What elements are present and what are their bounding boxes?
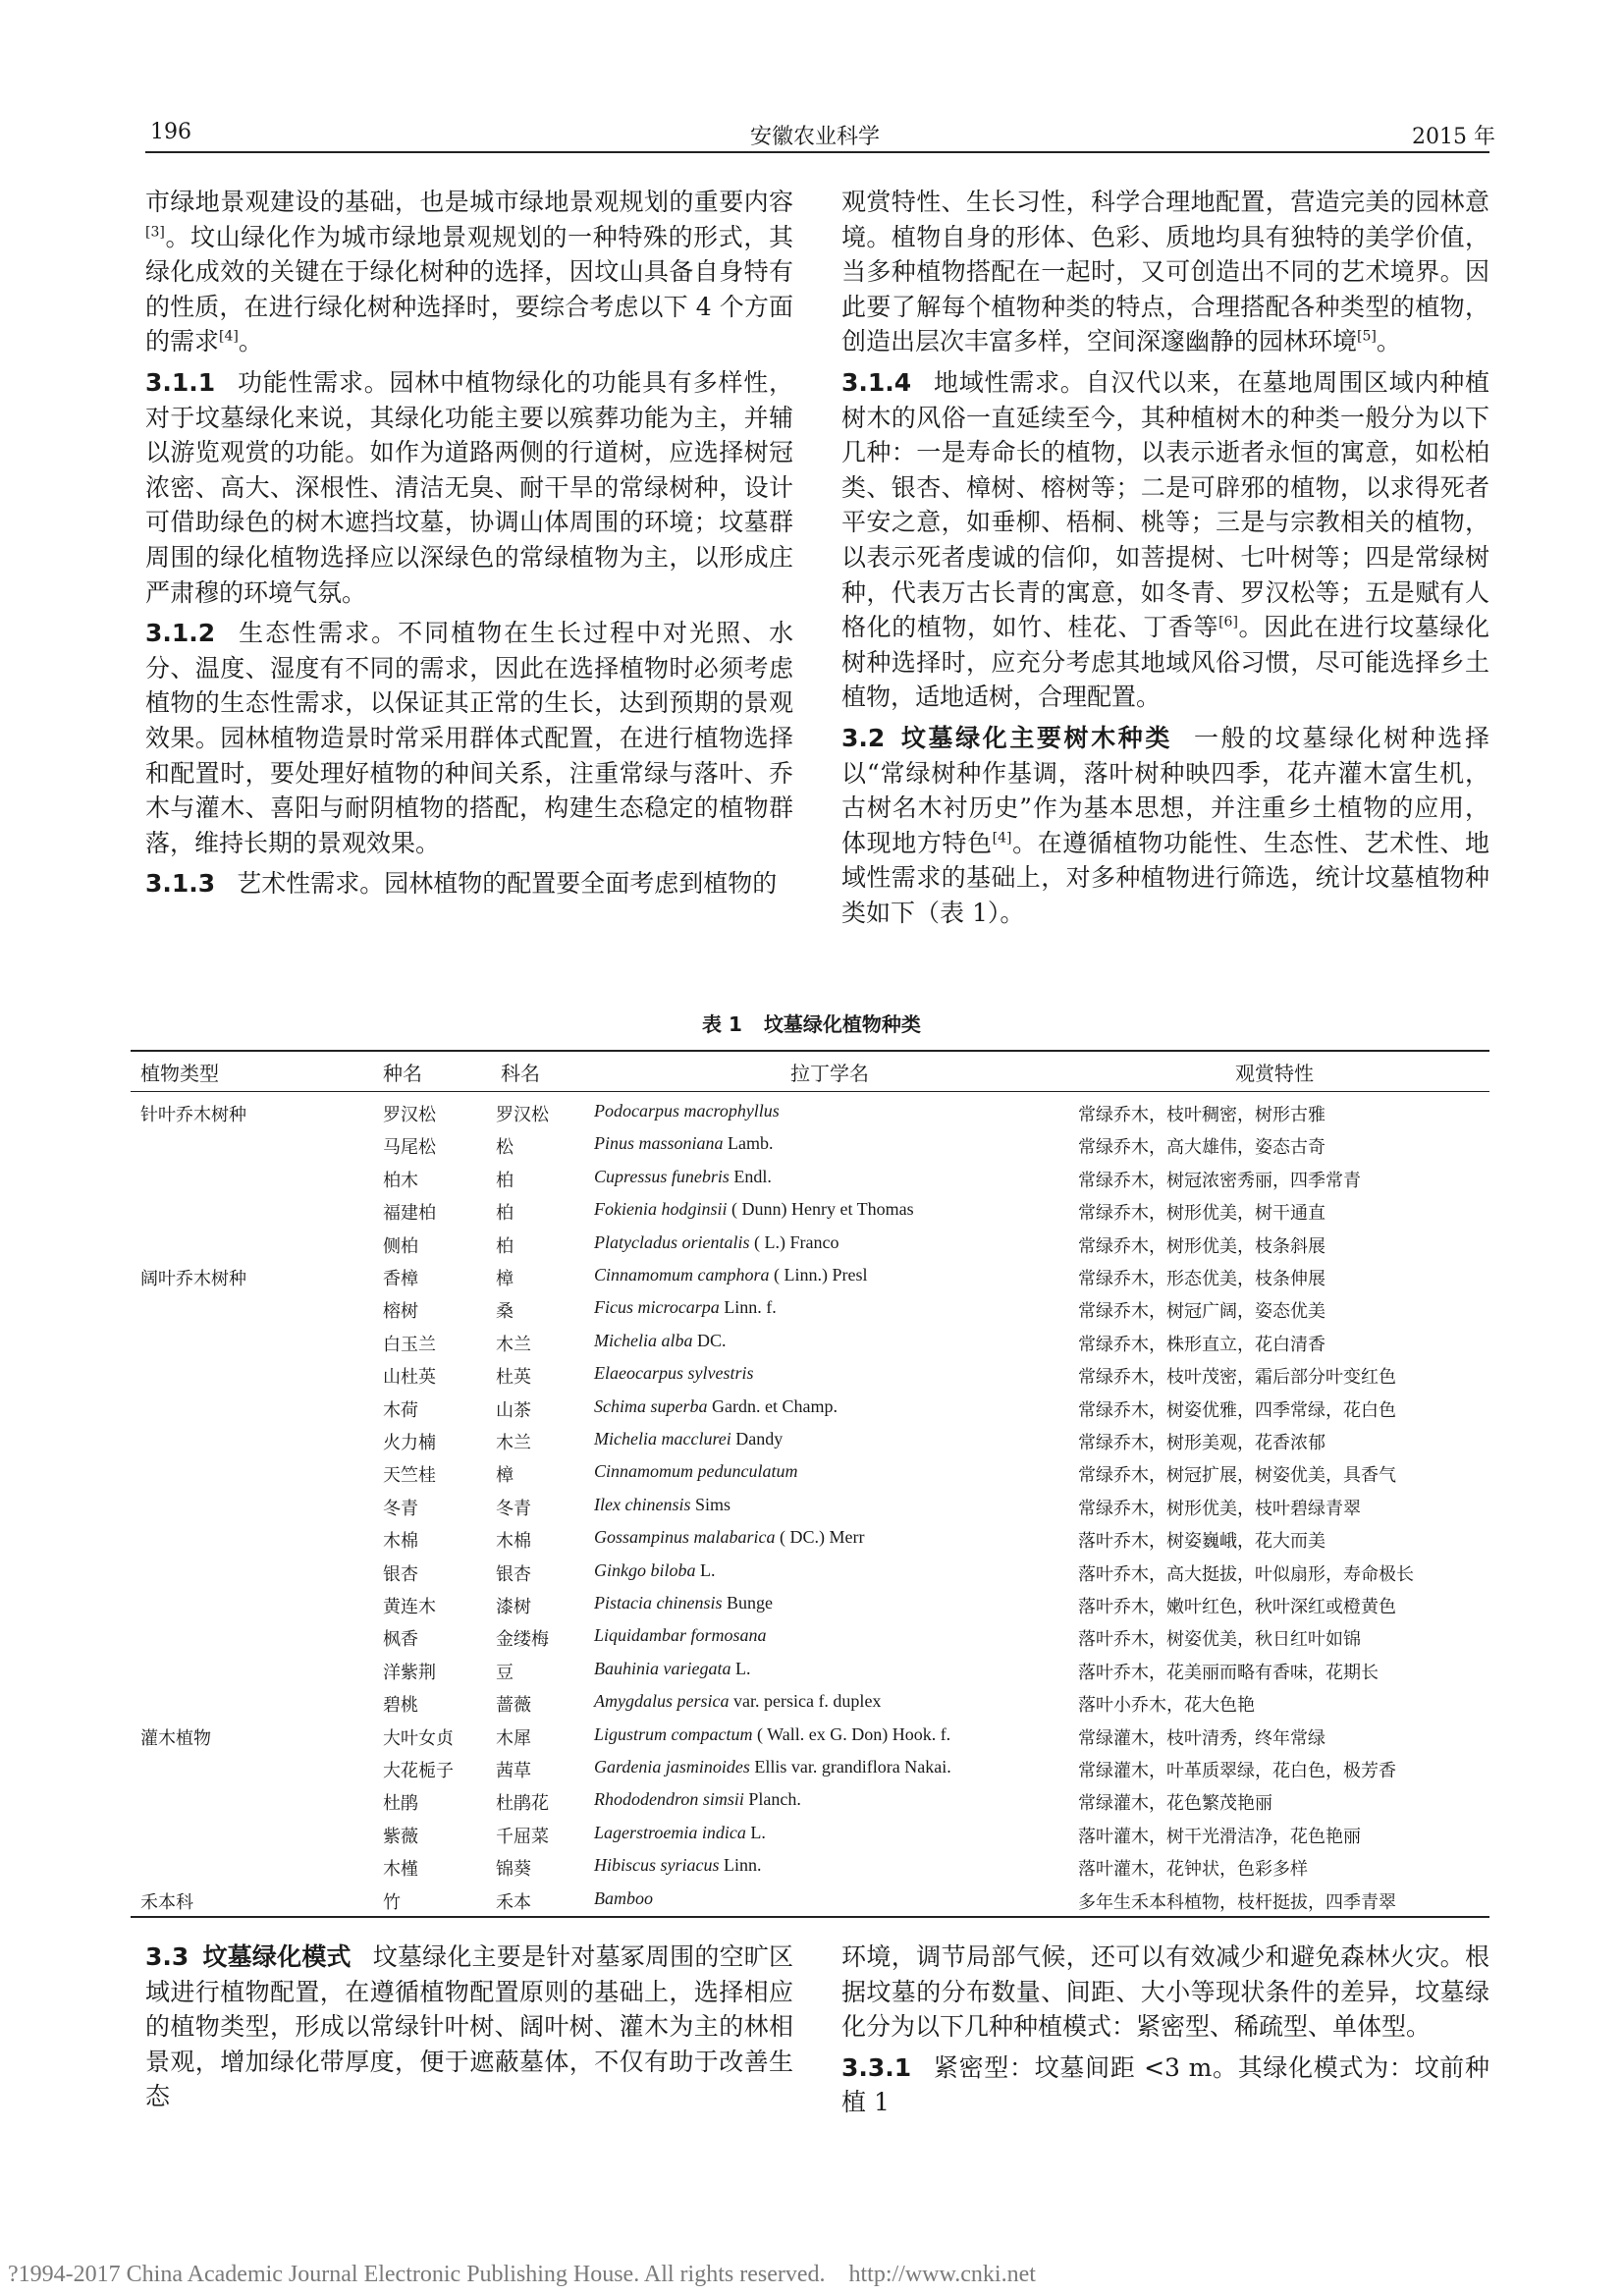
latin-authority: ( L.) Franco [749, 1231, 839, 1252]
latin-authority: var. persica f. duplex [729, 1691, 882, 1712]
cell-ornamental-features: 落叶乔木，树姿巍峨，花大而美 [1078, 1531, 1325, 1553]
cell-species-name: 福建柏 [383, 1203, 436, 1225]
latin-binomial: Fokienia hodginsii [594, 1199, 728, 1220]
cell-latin-name [594, 1101, 780, 1121]
cell-latin-name [594, 1527, 865, 1548]
cell-ornamental-features: 常绿灌木，叶革质翠绿，花白色，极芳香 [1078, 1761, 1396, 1781]
cell-species-name: 罗汉松 [383, 1105, 436, 1125]
table-row [0, 1097, 1623, 1129]
latin-binomial: Lagerstroemia indica [594, 1822, 746, 1842]
cell-species-name: 木棉 [383, 1531, 418, 1553]
cell-ornamental-features: 常绿乔木，枝叶茂密，霜后部分叶变红色 [1078, 1367, 1396, 1389]
latin-binomial: Podocarpus macrophyllus [594, 1101, 780, 1121]
cell-ornamental-features: 常绿乔木，枝叶稠密，树形古雅 [1078, 1105, 1325, 1125]
cell-species-name: 白玉兰 [383, 1334, 436, 1355]
cell-latin-name [594, 1167, 772, 1187]
table-row [0, 1557, 1623, 1589]
cell-latin-name [594, 1659, 750, 1679]
section-number: 3.1.3 [145, 869, 216, 899]
latin-binomial: Amygdalus persica [594, 1691, 730, 1712]
cell-latin-name [594, 1495, 730, 1515]
latin-binomial: Elaeocarpus sylvestris [594, 1363, 754, 1384]
latin-binomial: Gossampinus malabarica [594, 1527, 776, 1548]
latin-authority: L. [745, 1822, 766, 1842]
latin-binomial: Cinnamomum camphora [594, 1265, 770, 1285]
latin-authority: ( Linn.) Presl [769, 1265, 868, 1285]
latin-authority: L. [730, 1658, 751, 1678]
section-number: 3.1.1 [145, 367, 216, 397]
section-number: 3.3.1 [841, 2052, 912, 2082]
cell-latin-name [594, 1625, 767, 1646]
publication-year: 2015 年 [1412, 125, 1495, 149]
cell-species-name: 大花栀子 [383, 1761, 454, 1781]
cell-species-name: 杜鹃 [383, 1793, 418, 1815]
header-ornamental-features: 观赏特性 [1235, 1062, 1314, 1085]
cell-family: 山茶 [496, 1399, 531, 1421]
cell-family: 蔷薇 [496, 1695, 531, 1717]
latin-binomial: Gardenia jasminoides [594, 1757, 750, 1777]
cell-plant-type: 阔叶乔木树种 [140, 1269, 246, 1289]
table-row [0, 1491, 1623, 1523]
cell-ornamental-features: 常绿乔木，树姿优雅，四季常绿，花白色 [1078, 1399, 1396, 1421]
cell-family: 木棉 [496, 1531, 531, 1553]
table-row [0, 1621, 1623, 1654]
table-row [0, 1195, 1623, 1228]
table-row [0, 1229, 1623, 1261]
cell-family: 茜草 [496, 1761, 531, 1781]
table-row [0, 1785, 1623, 1818]
cell-species-name: 天竺桂 [383, 1465, 436, 1487]
cell-ornamental-features: 落叶灌木，树干光滑洁净，花色艳丽 [1078, 1826, 1361, 1847]
section-3-3-1: 3.3.1 紧密型：坟墓间距 <3 m。其绿化模式为：坟前种植 1 [841, 2052, 1489, 2117]
table-row [0, 1819, 1623, 1851]
cell-species-name: 木槿 [383, 1859, 418, 1881]
cell-species-name: 火力楠 [383, 1433, 436, 1453]
table-row [0, 1851, 1623, 1884]
journal-name: 安徽农业科学 [750, 125, 881, 149]
latin-authority: Bunge [722, 1593, 773, 1613]
cell-plant-type: 灌木植物 [140, 1727, 211, 1749]
latin-binomial: Ligustrum compactum [594, 1723, 753, 1744]
cell-species-name: 柏木 [383, 1170, 418, 1191]
section-3-1-1: 3.1.1 功能性需求。园林中植物绿化的功能具有多样性，对于坟墓绿化来说，其绿化功能主要以殡葬功能为主，并辅以游览观赏的功能。如作为道路两侧的行道树，应选择树冠浓密、高大、深根性、清洁无臭、耐干旱的常绿树种，设计可借助绿色的树木遮挡坟墓，协调山体周围的环境；坟墓群周围的绿化植物选择应以深绿色的常绿植物为主，以形成庄严肃穆的环境气氛。 [145, 367, 793, 607]
latin-authority: Planch. [743, 1789, 801, 1810]
section-3-1-4: 3.1.4 地域性需求。自汉代以来，在墓地周围区域内种植树木的风俗一直延续至今，其种植树木的种类一般分为以下几种：一是寿命长的植物，以表示逝者永恒的寓意，如松柏类、银杏、樟树、榕树等；二是可辟邪的植物，以求得死者平安之意，如垂柳、梧桐、桃等；三是与宗教相关的植物，以表示死者虔诚的信仰，如菩提树、七叶树等；四是常绿树种，代表万古长青的寓意，如冬青、罗汉松等；五是赋有人格化的植物，如竹、桂花、丁香等[6]。因此在进行坟墓绿化树种选择时，应充分考虑其地域风俗习惯，尽可能选择乡土植物，适地适树，合理配置。 [841, 367, 1489, 712]
cell-family: 杜英 [496, 1367, 531, 1389]
header-rule [145, 151, 1489, 153]
cell-latin-name [594, 1429, 783, 1449]
table-row [0, 1523, 1623, 1556]
section-title: 坟墓绿化模式 [202, 1942, 352, 1971]
table-row [0, 1753, 1623, 1785]
paragraph-art: 观赏特性、生长习性，科学合理地配置，营造完美的园林意境。植物自身的形体、色彩、质地均具有独特的美学价值，当多种植物搭配在一起时，又可创造出不同的艺术境界。因此要了解每个植物种类的特点，合理搭配各种类型的植物，创造出层次丰富多样，空间深邃幽静的园林环境[5]。 [841, 188, 1489, 356]
latin-binomial: Pistacia chinensis [594, 1593, 723, 1613]
cell-latin-name [594, 1593, 773, 1613]
latin-binomial: Hibiscus syriacus [594, 1855, 720, 1876]
cell-latin-name [594, 1396, 838, 1417]
cell-ornamental-features: 落叶乔木，花美丽而略有香味，花期长 [1078, 1662, 1379, 1683]
cell-ornamental-features: 落叶乔木，高大挺拔，叶似扇形，寿命极长 [1078, 1563, 1414, 1585]
cell-species-name: 银杏 [383, 1563, 418, 1585]
cell-family: 柏 [496, 1235, 514, 1257]
header-latin-name: 拉丁学名 [790, 1062, 869, 1085]
section-3-3: 3.3 坟墓绿化模式 坟墓绿化主要是针对墓冢周围的空旷区域进行植物配置，在遵循植物配置原则的基础上，选择相应的植物类型，形成以常绿针叶树、阔叶树、灌木为主的林相景观，增加绿化带厚度，便于遮蔽墓体，不仅有助于改善生态 [145, 1942, 793, 2111]
citation-3[interactable]: [3] [145, 224, 165, 241]
latin-binomial: Ficus microcarpa [594, 1297, 720, 1318]
latin-authority: Lamb. [723, 1133, 774, 1154]
cell-ornamental-features: 常绿乔木，树冠广阔，姿态优美 [1078, 1301, 1325, 1323]
latin-binomial: Pinus massoniana [594, 1133, 724, 1154]
table-row [0, 1129, 1623, 1162]
cell-latin-name [594, 1560, 716, 1581]
cell-species-name: 竹 [383, 1891, 401, 1913]
latin-binomial: Bauhinia variegata [594, 1658, 731, 1678]
paragraph-intro: 市绿地景观建设的基础，也是城市绿地景观规划的重要内容[3]。坟山绿化作为城市绿地景观规划的一种特殊的形式，其绿化成效的关键在于绿化树种的选择，因坟山具备自身特有的性质，在进行绿化树种选择时，要综合考虑以下 4 个方面的需求[4]。 [145, 188, 793, 356]
citation-4[interactable]: [4] [219, 329, 239, 346]
cell-ornamental-features: 常绿乔木，树形优美，枝叶碧绿青翠 [1078, 1498, 1361, 1519]
table-top-rule [131, 1050, 1489, 1052]
right-column-bottom [841, 1940, 1489, 2120]
cell-family: 木兰 [496, 1433, 531, 1453]
section-number: 3.2 [841, 723, 886, 752]
cell-species-name: 黄连木 [383, 1597, 436, 1617]
cell-species-name: 紫薇 [383, 1826, 418, 1847]
cell-species-name: 侧柏 [383, 1235, 418, 1257]
cell-ornamental-features: 落叶灌木，花钟状，色彩多样 [1078, 1859, 1308, 1881]
cell-family: 樟 [496, 1269, 514, 1289]
cell-species-name: 洋紫荆 [383, 1662, 436, 1683]
table-row [0, 1721, 1623, 1753]
cell-family: 松 [496, 1137, 514, 1159]
cell-family: 木犀 [496, 1727, 531, 1749]
cell-latin-name [594, 1461, 797, 1482]
table-row [0, 1359, 1623, 1392]
latin-binomial: Michelia alba [594, 1330, 693, 1350]
table-label: 表 1 [702, 1012, 742, 1036]
cell-family: 禾本 [496, 1891, 531, 1913]
latin-authority: ( DC.) Merr [775, 1527, 865, 1548]
cell-ornamental-features: 常绿乔木，树冠扩展，树姿优美，具香气 [1078, 1465, 1396, 1487]
cell-ornamental-features: 落叶小乔木，花大色艳 [1078, 1695, 1255, 1717]
cell-ornamental-features: 常绿乔木，株形直立，花白清香 [1078, 1334, 1325, 1355]
cell-latin-name [594, 1757, 951, 1777]
cell-ornamental-features: 常绿乔木，高大雄伟，姿态古奇 [1078, 1137, 1325, 1159]
header-family: 科名 [501, 1062, 540, 1085]
latin-authority: ( Dunn) Henry et Thomas [727, 1199, 914, 1220]
cell-family: 锦葵 [496, 1859, 531, 1881]
paragraph-environment: 环境，调节局部气候，还可以有效减少和避免森林火灾。根据坟墓的分布数量、间距、大小等现状条件的差异，坟墓绿化分为以下几种种植模式：紧密型、稀疏型、单体型。 [841, 1942, 1489, 2042]
citation-6[interactable]: [6] [1218, 614, 1238, 630]
cell-species-name: 碧桃 [383, 1695, 418, 1717]
cell-latin-name [594, 1265, 867, 1285]
cell-family: 桑 [496, 1301, 514, 1323]
cell-ornamental-features: 常绿乔木，形态优美，枝条伸展 [1078, 1269, 1325, 1289]
latin-binomial: Schima superba [594, 1395, 708, 1416]
cell-family: 樟 [496, 1465, 514, 1487]
cell-family: 千屈菜 [496, 1826, 549, 1847]
citation-4[interactable]: [4] [992, 830, 1012, 847]
cell-family: 漆树 [496, 1597, 531, 1617]
header-species-name: 种名 [383, 1062, 422, 1085]
cell-ornamental-features: 常绿乔木，树形优美，树干通直 [1078, 1203, 1325, 1225]
cell-ornamental-features: 多年生禾本科植物，枝杆挺拔，四季青翠 [1078, 1891, 1396, 1913]
cell-species-name: 山杜英 [383, 1367, 436, 1389]
cell-latin-name [594, 1199, 914, 1220]
cell-latin-name [594, 1133, 774, 1154]
cell-latin-name [594, 1363, 753, 1384]
right-column-top [841, 185, 1489, 930]
table-row [0, 1589, 1623, 1621]
cell-species-name: 枫香 [383, 1629, 418, 1651]
table-header-rule [131, 1091, 1489, 1092]
table-row [0, 1425, 1623, 1457]
table-row [0, 1655, 1623, 1687]
cell-latin-name [594, 1724, 950, 1745]
cell-ornamental-features: 常绿灌木，枝叶清秀，终年常绿 [1078, 1727, 1325, 1749]
cell-family: 柏 [496, 1203, 514, 1225]
table-row [0, 1393, 1623, 1425]
table-row [0, 1885, 1623, 1917]
table-bottom-rule [131, 1916, 1489, 1918]
table-title: 坟墓绿化植物种类 [763, 1012, 921, 1036]
cell-family: 豆 [496, 1662, 514, 1683]
latin-binomial: Michelia macclurei [594, 1429, 731, 1449]
section-title: 坟墓绿化主要树木种类 [898, 723, 1172, 752]
section-number: 3.1.4 [841, 367, 912, 397]
latin-authority: DC. [692, 1330, 727, 1350]
table-row [0, 1687, 1623, 1720]
latin-authority: Linn. [719, 1855, 762, 1876]
latin-authority: Linn. f. [719, 1297, 777, 1318]
table-row [0, 1327, 1623, 1359]
cell-latin-name [594, 1691, 881, 1712]
cell-ornamental-features: 落叶乔木，树姿优美，秋日红叶如锦 [1078, 1629, 1361, 1651]
left-column-top [145, 185, 793, 902]
citation-5[interactable]: [5] [1357, 329, 1377, 346]
cell-plant-type: 禾本科 [140, 1891, 193, 1913]
section-number: 3.3 [145, 1942, 189, 1971]
latin-authority: Gardn. et Champ. [707, 1395, 838, 1416]
cell-family: 冬青 [496, 1498, 531, 1519]
header-plant-type: 植物类型 [140, 1062, 219, 1085]
cell-latin-name [594, 1331, 727, 1351]
cell-family: 罗汉松 [496, 1105, 549, 1125]
latin-binomial: Cupressus funebris [594, 1166, 730, 1186]
cell-species-name: 木荷 [383, 1399, 418, 1421]
latin-authority: ( Wall. ex G. Don) Hook. f. [752, 1723, 951, 1744]
latin-binomial: Platycladus orientalis [594, 1231, 750, 1252]
latin-binomial: Cinnamomum pedunculatum [594, 1461, 798, 1482]
cell-species-name: 香樟 [383, 1269, 418, 1289]
table-caption [0, 1009, 1623, 1037]
section-3-1-2: 3.1.2 生态性需求。不同植物在生长过程中对光照、水分、温度、湿度有不同的需求，因此在选择植物时必须考虑植物的生态性需求，以保证其正常的生长，达到预期的景观效果。园林植物造景时常采用群体式配置，在进行植物选择和配置时，要处理好植物的种间关系，注重常绿与落叶、乔木与灌木、喜阳与耐阴植物的搭配，构建生态稳定的植物群落，维持长期的景观效果。 [145, 619, 793, 857]
cell-family: 金缕梅 [496, 1629, 549, 1651]
copyright-footer: ?1994-2017 China Academic Journal Electronic Publishing House. All rights reserved. http://www.cnki.net [8, 2262, 1036, 2287]
latin-binomial: Ginkgo biloba [594, 1559, 696, 1580]
cell-latin-name [594, 1232, 839, 1253]
cell-ornamental-features: 常绿乔木，树形优美，枝条斜展 [1078, 1235, 1325, 1257]
cell-latin-name [594, 1789, 801, 1810]
table-row [0, 1261, 1623, 1293]
page-number: 196 [150, 120, 191, 144]
latin-binomial: Liquidambar formosana [594, 1625, 767, 1646]
cell-family: 杜鹃花 [496, 1793, 549, 1815]
latin-authority: Dandy [730, 1429, 784, 1449]
section-3-2: 3.2 坟墓绿化主要树木种类 一般的坟墓绿化树种选择以“常绿树种作基调，落叶树种映四季，花卉灌木富生机，古树名木衬历史”作为基本思想，并注重乡土植物的应用，体现地方特色[4]。在遵循植物功能性、生态性、艺术性、地域性需求的基础上，对多种植物进行筛选，统计坟墓植物种类如下（表 1）。 [841, 723, 1489, 927]
cell-ornamental-features: 常绿乔木，树冠浓密秀丽，四季常青 [1078, 1170, 1361, 1191]
cell-species-name: 冬青 [383, 1498, 418, 1519]
cell-latin-name [594, 1297, 777, 1318]
cell-family: 木兰 [496, 1334, 531, 1355]
cell-species-name: 大叶女贞 [383, 1727, 454, 1749]
latin-authority: Sims [690, 1494, 730, 1514]
cell-latin-name [594, 1888, 653, 1909]
latin-binomial: Rhododendron simsii [594, 1789, 744, 1810]
table-row [0, 1163, 1623, 1195]
cell-ornamental-features: 常绿灌木，花色繁茂艳丽 [1078, 1793, 1272, 1815]
cell-family: 柏 [496, 1170, 514, 1191]
section-3-1-3: 3.1.3 艺术性需求。园林植物的配置要全面考虑到植物的 [145, 869, 778, 899]
latin-authority: Endl. [729, 1166, 772, 1186]
cell-plant-type: 针叶乔木树种 [140, 1105, 246, 1125]
table-row [0, 1293, 1623, 1326]
cell-latin-name [594, 1855, 762, 1876]
section-number: 3.1.2 [145, 619, 216, 648]
cell-ornamental-features: 常绿乔木，树形美观，花香浓郁 [1078, 1433, 1325, 1453]
table-row [0, 1457, 1623, 1490]
cell-family: 银杏 [496, 1563, 531, 1585]
cell-latin-name [594, 1823, 766, 1843]
cell-ornamental-features: 落叶乔木，嫩叶红色，秋叶深红或橙黄色 [1078, 1597, 1396, 1617]
latin-binomial: Bamboo [594, 1887, 653, 1908]
left-column-bottom [145, 1940, 793, 2114]
cell-species-name: 马尾松 [383, 1137, 436, 1159]
latin-authority: Ellis var. grandiflora Nakai. [749, 1757, 951, 1777]
cell-species-name: 榕树 [383, 1301, 418, 1323]
latin-binomial: Ilex chinensis [594, 1494, 691, 1514]
latin-authority: L. [695, 1559, 716, 1580]
